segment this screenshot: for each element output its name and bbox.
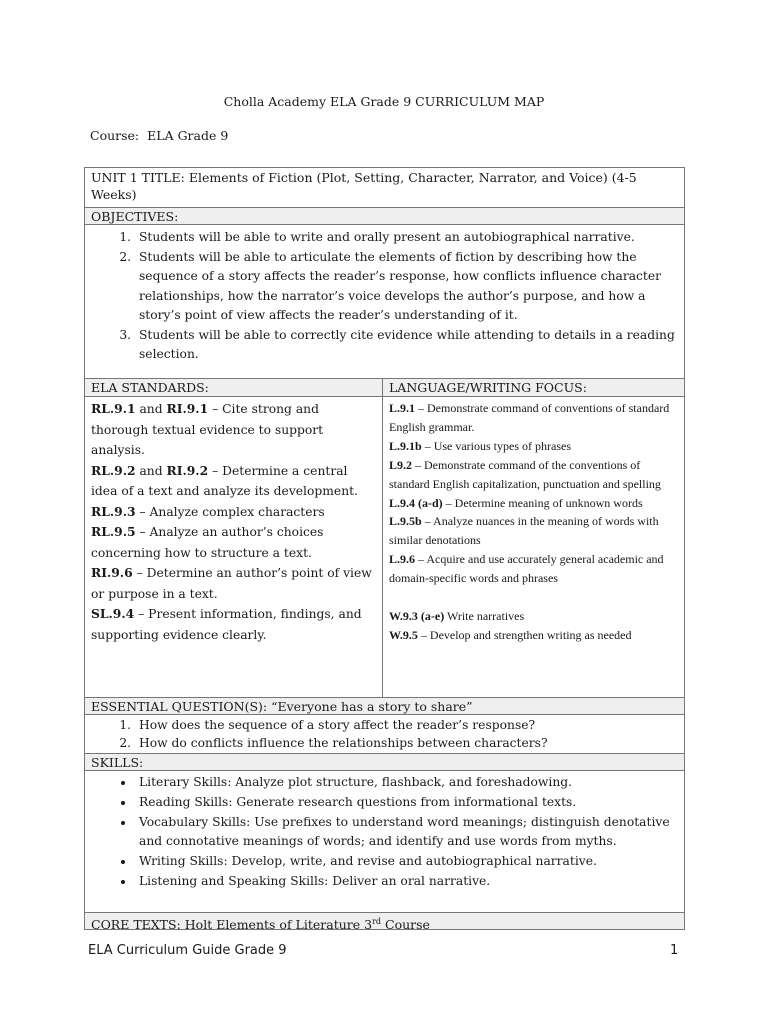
skills-section bbox=[85, 771, 684, 913]
skill-item: • Vocabulary Skills: Use prefixes to understand word meanings; distinguish denotative and connotative meanings of words; and identify and use words from myths. bbox=[135, 813, 678, 853]
unit-title: UNIT 1 TITLE: Elements of Fiction (Plot, Setting, Character, Narrator, and Voice) (4-5 Weeks) bbox=[85, 168, 684, 208]
standard-item: RL.9.1 and RI.9.1 – Cite strong and thorough textual evidence to support analysis. bbox=[91, 401, 324, 457]
ela-standards-column bbox=[85, 379, 383, 697]
course-label: Course: bbox=[90, 128, 140, 143]
language-item: L.9.1b – Use various types of phrases bbox=[389, 438, 571, 453]
objective-item: 3. Students will be able to correctly cite evidence while attending to details in a reading selection. bbox=[135, 326, 678, 365]
question-item: 1. How does the sequence of a story affect the reader’s response? bbox=[135, 716, 678, 734]
language-item: L.9.6 – Acquire and use accurately general academic and domain-specific words and phrases bbox=[389, 552, 664, 586]
ela-standards-list bbox=[85, 397, 382, 697]
core-texts: CORE TEXTS: Holt Elements of Literature 3rd Course bbox=[85, 913, 684, 930]
language-focus-header: LANGUAGE/WRITING FOCUS: bbox=[383, 379, 684, 397]
standard-item: RI.9.6 – Determine an author’s point of view or purpose in a text. bbox=[91, 565, 372, 601]
language-item: L.9.4 (a-d) – Determine meaning of unknown words bbox=[389, 495, 643, 510]
language-item: L.9.1 – Demonstrate command of conventions of standard English grammar. bbox=[389, 401, 670, 434]
standard-item: SL.9.4 – Present information, findings, and supporting evidence clearly. bbox=[91, 606, 362, 642]
standard-item: RL.9.5 – Analyze an author’s choices concerning how to structure a text. bbox=[91, 524, 324, 560]
essential-questions-header: ESSENTIAL QUESTION(S): “Everyone has a story to share” bbox=[85, 698, 684, 715]
skill-item: • Reading Skills: Generate research questions from informational texts. bbox=[135, 793, 678, 813]
course-value: ELA Grade 9 bbox=[147, 128, 229, 143]
objectives-section bbox=[85, 225, 684, 379]
question-item: 2. How do conflicts influence the relationships between characters? bbox=[135, 734, 678, 752]
page-title: Cholla Academy ELA Grade 9 CURRICULUM MAP bbox=[223, 94, 545, 109]
objectives-header: OBJECTIVES: bbox=[85, 208, 684, 225]
essential-questions-section bbox=[85, 715, 684, 754]
footer-title: ELA Curriculum Guide Grade 9 bbox=[88, 943, 287, 958]
skills-header: SKILLS: bbox=[85, 754, 684, 771]
page-number: 1 bbox=[670, 943, 679, 958]
objective-item: 2. Students will be able to articulate the elements of fiction by describing how the sequence of a story affects the reader’s response, how conflicts influence character relationships, how the narrator’s voice develops the author’s purpose, and how a story’s point of view affects the reader’s understanding of it. bbox=[135, 248, 678, 326]
skills-list bbox=[85, 771, 684, 912]
skill-item: • Literary Skills: Analyze plot structure, flashback, and foreshadowing. bbox=[135, 773, 678, 793]
standard-item: RL.9.3 – Analyze complex characters bbox=[91, 503, 325, 519]
objective-item: 1. Students will be able to write and orally present an autobiographical narrative. bbox=[135, 228, 678, 248]
standards-section bbox=[85, 379, 684, 698]
writing-item: W.9.5 – Develop and strengthen writing as needed bbox=[389, 627, 632, 642]
language-focus-column bbox=[383, 379, 684, 697]
language-item: L9.2 – Demonstrate command of the conventions of standard English capitalization, punctuation and spelling bbox=[389, 457, 661, 491]
standard-item: RL.9.2 and RI.9.2 – Determine a central idea of a text and analyze its development. bbox=[91, 462, 358, 498]
skill-item: • Writing Skills: Develop, write, and revise and autobiographical narrative. bbox=[135, 852, 678, 872]
course-line bbox=[90, 128, 236, 143]
language-item: L.9.5b – Analyze nuances in the meaning of words with similar denotations bbox=[389, 514, 659, 548]
ela-standards-header: ELA STANDARDS: bbox=[85, 379, 382, 397]
curriculum-table bbox=[84, 167, 685, 933]
language-focus-list bbox=[383, 397, 684, 697]
writing-item: W.9.3 (a-e) Write narratives bbox=[389, 609, 525, 624]
objectives-list bbox=[85, 225, 684, 378]
essential-questions-list bbox=[85, 715, 684, 753]
skill-item: • Listening and Speaking Skills: Deliver an oral narrative. bbox=[135, 872, 678, 892]
